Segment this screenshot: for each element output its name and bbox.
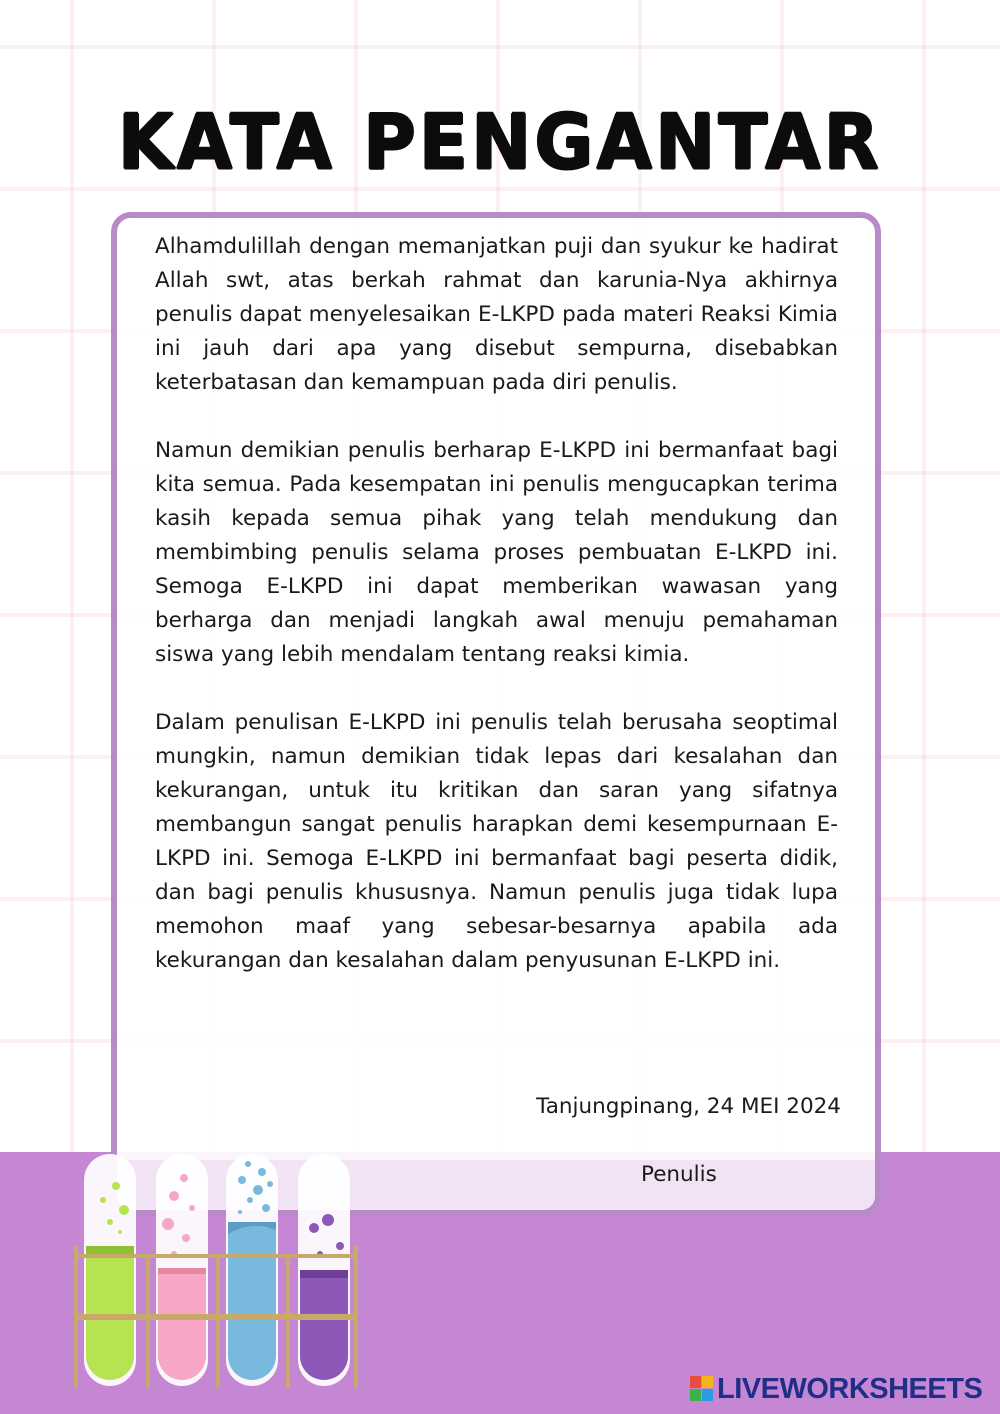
signer-label: Penulis (641, 1162, 717, 1187)
test-tube-pink (156, 1154, 208, 1386)
paragraph-3: Dalam penulisan E-LKPD ini penulis telah berusaha seoptimal mungkin, namun demikian tidak lepas dari kesalahan dan kekurangan, untuk itu kritikan dan saran yang sifatnya membangun sangat penulis harapkan demi kesempurnaan E-LKPD ini. Semoga E-LKPD ini bermanfaat bagi peserta didik, dan bagi penulis khususnya. Namun penulis juga tidak lupa memohon maaf yang sebesar-besarnya apabila ada kekurangan dan kesalahan dalam penyusunan E-LKPD ini. (155, 710, 838, 973)
test-tube-purple (298, 1154, 350, 1386)
paragraph-1: Alhamdulillah dengan memanjatkan puji dan syukur ke hadirat Allah swt, atas berkah rahmat dan karunia-Nya akhirnya penulis dapat menyelesaikan E-LKPD pada materi Reaksi Kimia ini jauh dari apa yang disebut sempurna, disebabkan keterbatasan dan kemampuan pada diri penulis. (155, 234, 838, 395)
paragraph-2: Namun demikian penulis berharap E-LKPD ini bermanfaat bagi kita semua. Pada kesempatan ini penulis mengucapkan terima kasih kepada semua pihak yang telah mendukung dan membimbing penulis selama proses pembuatan E-LKPD ini. Semoga E-LKPD ini dapat memberikan wawasan yang berharga dan menjadi langkah awal menuju pemahaman siswa yang lebih mendalam tentang reaksi kimia. (155, 438, 838, 667)
test-tube-blue (226, 1154, 278, 1386)
body-text (155, 230, 838, 1012)
place-date: Tanjungpinang, 24 MEI 2024 (536, 1094, 841, 1119)
liveworksheets-logo[interactable] (690, 1372, 982, 1406)
test-tube-green (84, 1154, 136, 1386)
liveworksheets-mark-icon (690, 1376, 714, 1402)
test-tubes-rack-icon (70, 1150, 370, 1390)
liveworksheets-logo-text: LIVEWORKSHEETS (717, 1372, 983, 1405)
page-title: KATA PENGANTAR (117, 97, 883, 187)
